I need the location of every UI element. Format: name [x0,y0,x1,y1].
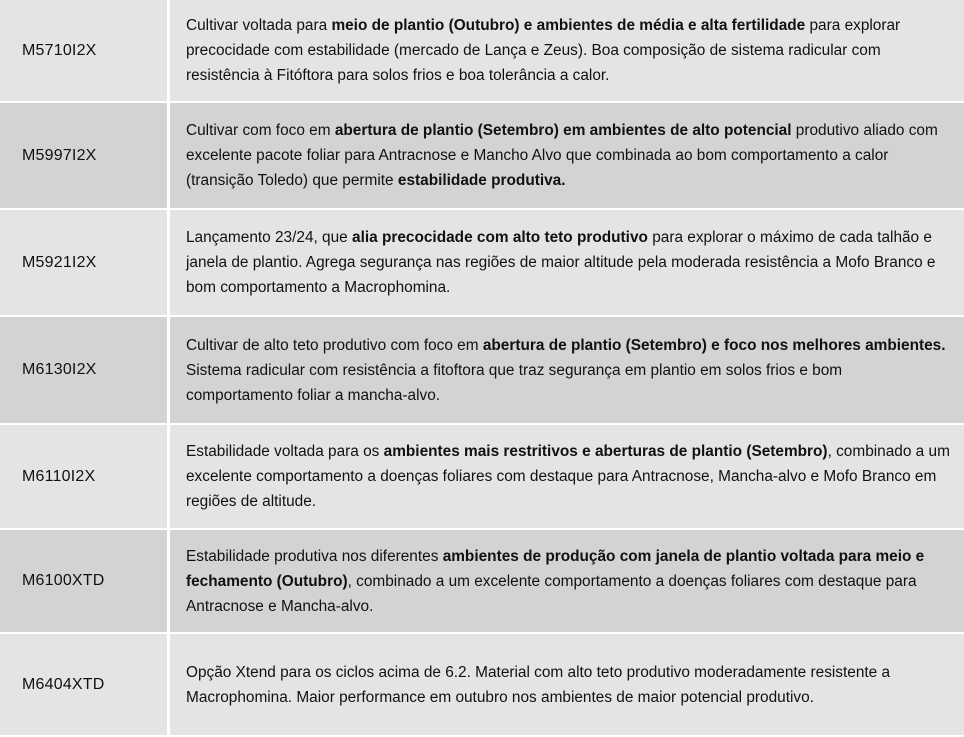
desc-segment: Sistema radicular com resistência a fitoftora que traz segurança em plantio em solos frios e bom comportamento foliar a mancha-alvo. [186,361,843,404]
cultivar-code: M6110I2X [0,425,170,528]
desc-segment: Estabilidade produtiva nos diferentes [186,547,443,565]
desc-segment: Cultivar de alto teto produtivo com foco em [186,336,483,354]
cultivar-code: M5997I2X [0,103,170,208]
desc-segment-bold: abertura de plantio (Setembro) em ambientes de alto potencial [334,122,792,139]
desc-segment: para explorar precocidade com estabilidade (mercado de Lança e Zeus). Boa composição de sistema radicular com resistência à Fitóftora para solos frios e boa tolerância a calor. [186,17,901,84]
table-row [0,0,964,103]
desc-segment: Cultivar com foco em [186,122,335,139]
desc-segment: Lançamento 23/24, que [186,229,353,246]
cultivar-description [170,103,964,208]
table-row [0,634,964,737]
desc-segment: Estabilidade voltada para os [186,443,384,460]
desc-segment-bold: estabilidade produtiva. [397,172,566,189]
desc-segment: Cultivar voltada para [186,17,332,34]
desc-segment: para explorar o máximo de cada talhão e janela de plantio. Agrega segurança nas regiões de maior altitude pela moderada resistência a Mofo Branco e bom comportamento a Macrophomina. [186,229,936,296]
cultivar-code: M6130I2X [0,317,170,423]
table-row [0,210,964,317]
cultivar-description [170,210,964,315]
desc-segment: , combinado a um excelente comportamento a doenças foliares com destaque para Antracnose, Mancha-alvo e Mofo Branco em regiões de altitude. [186,443,950,510]
desc-segment: , combinado a um excelente comportamento a doenças foliares com destaque para Antracnose e Mancha-alvo. [186,572,917,615]
table-row [0,425,964,530]
desc-segment-bold: meio de plantio (Outubro) e ambientes de média e alta fertilidade [331,17,806,34]
table-row [0,103,964,210]
cultivar-code: M6100XTD [0,530,170,632]
desc-segment: Opção Xtend para os ciclos acima de 6.2. Material com alto teto produtivo moderadamente resistente a Macrophomina. Maior performance em outubro nos ambientes de maior potencial produtivo. [186,663,891,706]
desc-segment-bold: ambientes mais restritivos e aberturas de plantio (Setembro) [383,443,828,460]
cultivar-code: M6404XTD [0,634,170,735]
desc-segment-bold: abertura de plantio (Setembro) e foco nos melhores ambientes. [482,336,946,354]
cultivar-description [170,0,964,101]
table-row [0,530,964,634]
cultivar-code: M5710I2X [0,0,170,101]
cultivar-description [170,425,964,528]
cultivar-description [170,530,964,632]
desc-segment-bold: alia precocidade com alto teto produtivo [352,229,648,246]
cultivar-description [170,317,964,423]
cultivar-code: M5921I2X [0,210,170,315]
desc-segment: produtivo aliado com excelente pacote foliar para Antracnose e Mancho Alvo que combinada ao bom comportamento a calor (transição Toledo) que permite [186,122,938,189]
cultivar-description [170,634,964,735]
desc-segment-bold: ambientes de produção com janela de plantio voltada para meio e fechamento (Outubro) [186,547,925,590]
table-row [0,317,964,425]
